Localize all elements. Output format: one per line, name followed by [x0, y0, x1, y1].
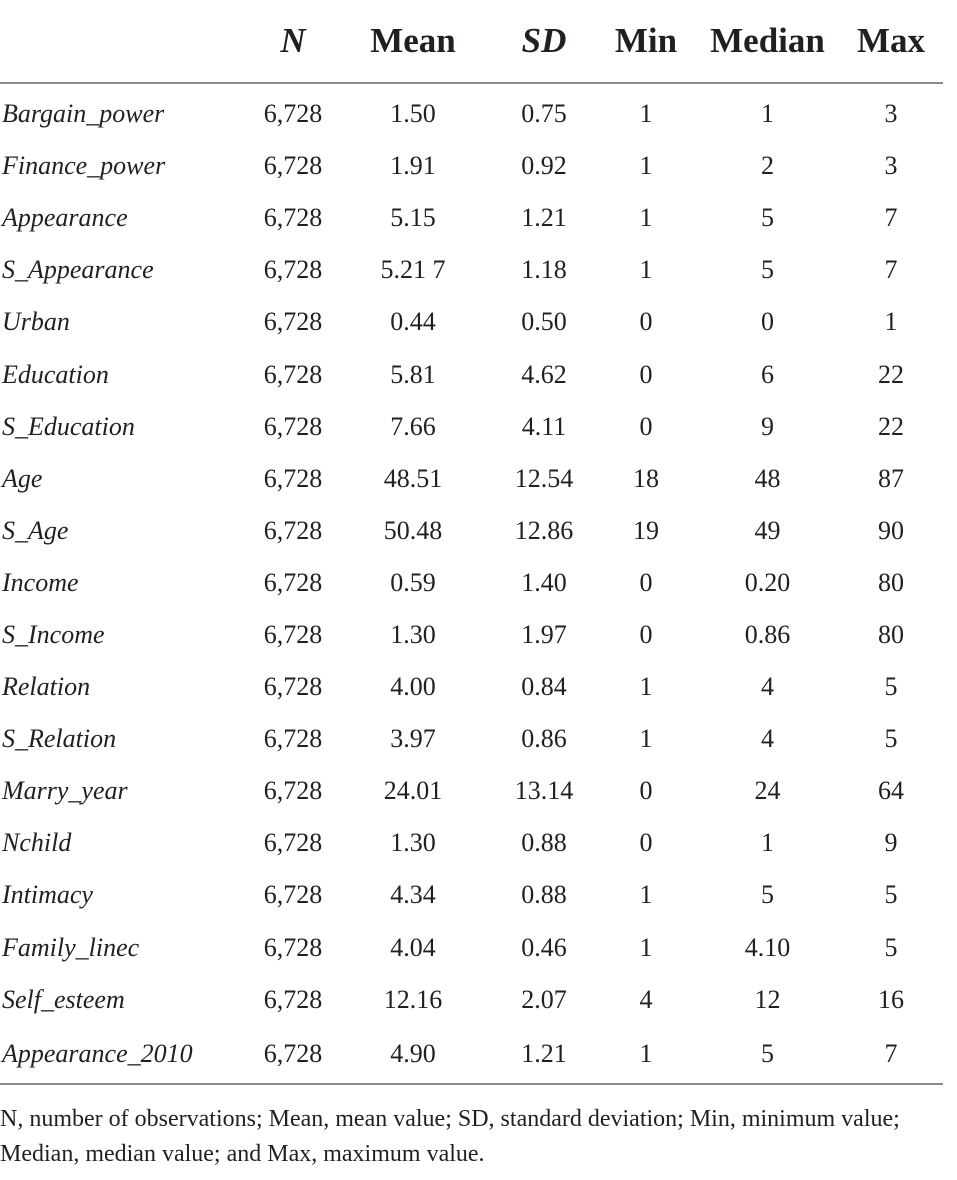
cell-median: 5	[761, 255, 774, 285]
cell-median: 1	[761, 828, 774, 858]
table-row	[0, 713, 943, 765]
cell-mean: 48.51	[383, 463, 443, 493]
cell-n: 6,728	[263, 619, 323, 649]
table-footnote: N, number of observations; Mean, mean value; SD, standard deviation; Min, minimum value; Median, median value; and Max, maximum value.	[0, 1106, 900, 1167]
table-row	[0, 869, 943, 921]
cell-max: 87	[878, 463, 904, 493]
cell-mean: 4.00	[390, 672, 436, 702]
cell-median: 0.86	[744, 619, 791, 649]
cell-n: 6,728	[263, 307, 323, 337]
cell-n: 6,728	[263, 724, 323, 754]
cell-sd: 1.18	[521, 255, 567, 285]
cell-sd: 1.21	[492, 1026, 596, 1084]
cell-min: 1	[639, 672, 653, 702]
cell-sd: 0.75	[521, 99, 567, 129]
cell-min: 0	[639, 411, 653, 441]
cell-variable: Education	[2, 359, 109, 389]
cell-sd: 0.86	[521, 724, 567, 754]
cell-min: 0	[639, 619, 653, 649]
cell-min: 0	[639, 359, 653, 389]
cell-mean: 7.66	[390, 411, 436, 441]
header-row	[0, 0, 943, 83]
cell-median: 1	[761, 99, 774, 129]
cell-variable: S_Age	[2, 515, 69, 545]
cell-median: 0	[761, 307, 774, 337]
cell-sd: 12.86	[514, 515, 574, 545]
table-row	[0, 348, 943, 400]
cell-median: 0.20	[744, 567, 791, 597]
cell-n: 6,728	[263, 672, 323, 702]
column-header-median: Median	[696, 0, 839, 83]
cell-median: 12	[754, 984, 781, 1014]
cell-max: 90	[878, 515, 904, 545]
cell-max: 7	[839, 1026, 943, 1084]
table-row	[0, 140, 943, 192]
cell-variable: S_Relation	[2, 724, 117, 754]
column-header-n: N	[252, 0, 334, 83]
cell-median: 4	[761, 672, 774, 702]
cell-variable: Age	[2, 463, 43, 493]
column-header-sd: SD	[492, 0, 596, 83]
cell-median: 6	[761, 359, 774, 389]
cell-mean: 5.81	[390, 359, 436, 389]
cell-variable: Family_linec	[2, 932, 140, 962]
cell-median: 4.10	[744, 932, 791, 962]
cell-median: 49	[754, 515, 781, 545]
cell-min: 1	[596, 1026, 696, 1084]
cell-variable: S_Income	[2, 619, 105, 649]
table-row	[0, 192, 943, 244]
cell-min: 1	[639, 99, 653, 129]
cell-n: 6,728	[263, 776, 323, 806]
cell-variable: Marry_year	[2, 776, 128, 806]
cell-variable: Self_esteem	[2, 984, 125, 1014]
cell-max: 22	[878, 411, 904, 441]
table-row	[0, 401, 943, 453]
cell-min: 0	[639, 776, 653, 806]
cell-sd: 4.62	[521, 359, 567, 389]
cell-n: 6,728	[263, 880, 323, 910]
cell-variable: S_Education	[2, 411, 135, 441]
table-row	[0, 1026, 943, 1084]
table-row	[0, 661, 943, 713]
cell-min: 1	[639, 203, 653, 233]
table-row	[0, 765, 943, 817]
cell-sd: 0.84	[521, 672, 567, 702]
cell-mean: 1.30	[390, 619, 436, 649]
cell-min: 0	[639, 307, 653, 337]
cell-median: 24	[754, 776, 781, 806]
cell-min: 1	[639, 880, 653, 910]
cell-variable: Relation	[2, 672, 91, 702]
cell-min: 18	[633, 463, 659, 493]
table-row	[0, 296, 943, 348]
cell-max: 16	[878, 984, 904, 1014]
cell-max: 3	[884, 99, 898, 129]
cell-variable: Bargain_power	[2, 99, 165, 129]
cell-variable: Urban	[2, 307, 70, 337]
cell-max: 80	[878, 567, 904, 597]
cell-min: 0	[639, 828, 653, 858]
cell-max: 80	[878, 619, 904, 649]
cell-sd: 0.88	[521, 880, 567, 910]
cell-mean: 3.97	[390, 724, 436, 754]
cell-n: 6,728	[263, 984, 323, 1014]
cell-max: 64	[878, 776, 904, 806]
cell-mean: 1.50	[390, 99, 436, 129]
cell-min: 4	[639, 984, 653, 1014]
cell-min: 1	[639, 932, 653, 962]
cell-max: 5	[884, 932, 898, 962]
cell-variable: Intimacy	[2, 880, 93, 910]
cell-sd: 0.50	[521, 307, 567, 337]
cell-max: 1	[884, 307, 898, 337]
cell-mean: 5.21 7	[380, 255, 446, 285]
cell-n: 6,728	[263, 203, 323, 233]
column-header-variable	[0, 0, 252, 83]
cell-min: 1	[639, 151, 653, 181]
cell-n: 6,728	[263, 255, 323, 285]
cell-n: 6,728	[263, 359, 323, 389]
cell-variable: Appearance_2010	[0, 1026, 252, 1084]
column-header-min: Min	[596, 0, 696, 83]
cell-max: 5	[884, 672, 898, 702]
cell-sd: 1.97	[521, 619, 567, 649]
cell-mean: 1.91	[390, 151, 436, 181]
column-header-max: Max	[839, 0, 943, 83]
cell-mean: 0.59	[390, 567, 436, 597]
cell-median: 48	[754, 463, 781, 493]
cell-sd: 0.46	[521, 932, 567, 962]
cell-sd: 2.07	[521, 984, 567, 1014]
column-header-mean: Mean	[334, 0, 492, 83]
table-row	[0, 609, 943, 661]
cell-n: 6,728	[263, 515, 323, 545]
cell-max: 5	[884, 724, 898, 754]
cell-n: 6,728	[263, 151, 323, 181]
cell-min: 1	[639, 255, 653, 285]
cell-mean: 12.16	[383, 984, 443, 1014]
cell-sd: 0.88	[521, 828, 567, 858]
cell-variable: Nchild	[2, 828, 72, 858]
cell-n: 6,728	[252, 1026, 334, 1084]
table-row	[0, 557, 943, 609]
cell-max: 7	[884, 255, 898, 285]
cell-n: 6,728	[263, 932, 323, 962]
cell-mean: 0.44	[390, 307, 436, 337]
cell-mean: 5.15	[390, 203, 436, 233]
cell-mean: 4.04	[390, 932, 436, 962]
cell-sd: 0.92	[521, 151, 567, 181]
table-row	[0, 83, 943, 140]
cell-sd: 1.21	[521, 203, 567, 233]
table-row	[0, 922, 943, 974]
cell-median: 2	[761, 151, 774, 181]
cell-median: 5	[696, 1026, 839, 1084]
cell-max: 7	[884, 203, 898, 233]
cell-max: 9	[884, 828, 898, 858]
table-row	[0, 974, 943, 1026]
cell-mean: 24.01	[383, 776, 443, 806]
cell-mean: 1.30	[390, 828, 436, 858]
cell-min: 1	[639, 724, 653, 754]
cell-min: 0	[639, 567, 653, 597]
cell-variable: Finance_power	[2, 151, 166, 181]
cell-min: 19	[633, 515, 659, 545]
cell-n: 6,728	[263, 828, 323, 858]
cell-sd: 12.54	[514, 463, 574, 493]
cell-mean: 4.34	[390, 880, 436, 910]
cell-variable: Income	[2, 567, 79, 597]
cell-sd: 1.40	[521, 567, 567, 597]
cell-max: 22	[878, 359, 904, 389]
cell-variable: Appearance	[2, 203, 128, 233]
cell-median: 4	[761, 724, 774, 754]
cell-mean: 50.48	[383, 515, 443, 545]
cell-n: 6,728	[263, 463, 323, 493]
table-row	[0, 505, 943, 557]
table-row	[0, 244, 943, 296]
table-row	[0, 817, 943, 869]
cell-max: 3	[884, 151, 898, 181]
table-row	[0, 453, 943, 505]
cell-mean: 4.90	[334, 1026, 492, 1084]
cell-sd: 13.14	[514, 776, 574, 806]
cell-sd: 4.11	[521, 411, 567, 441]
cell-median: 5	[761, 880, 774, 910]
cell-n: 6,728	[263, 411, 323, 441]
cell-median: 5	[761, 203, 774, 233]
cell-n: 6,728	[263, 567, 323, 597]
cell-median: 9	[761, 411, 774, 441]
table-body	[0, 83, 943, 1084]
cell-variable: S_Appearance	[2, 255, 154, 285]
cell-n: 6,728	[263, 99, 323, 129]
cell-max: 5	[884, 880, 898, 910]
